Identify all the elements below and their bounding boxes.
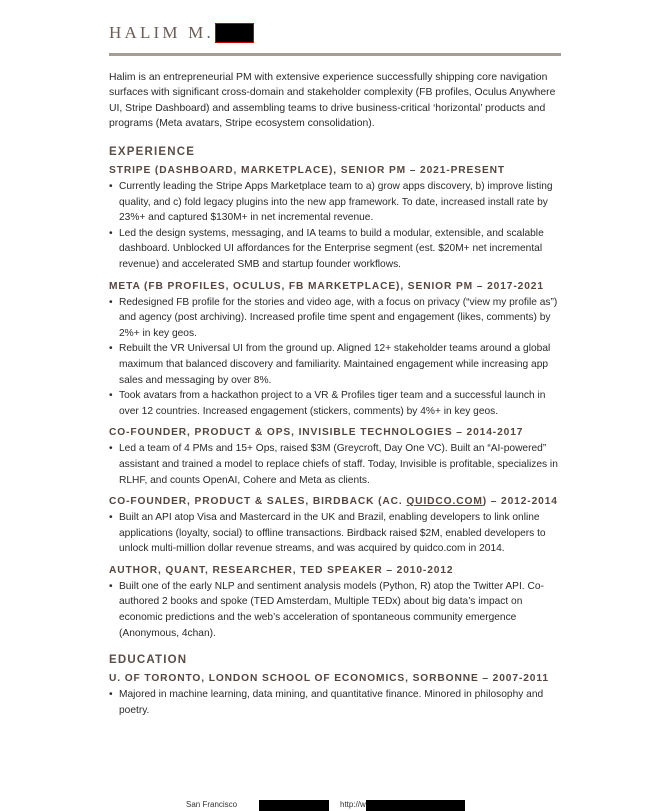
- education-section: [109, 653, 561, 718]
- quidco-link[interactable]: QUIDCO.COM: [406, 496, 483, 508]
- bullet-item: • Majored in machine learning, data mining, and quantitative finance. Minored in philosophy and poetry.: [109, 687, 561, 718]
- bullet-item: • Led the design systems, messaging, and IA teams to build a modular, extensible, and scalable dashboard. Unblocked UI affordances for the Enterprise segment (est. $20M+ net incremental revenue) and accelerated SMB and startup founder workflows.: [109, 226, 561, 273]
- job-bullets: [109, 510, 561, 557]
- bullet-item: • Currently leading the Stripe Apps Marketplace team to a) grow apps discovery, b) improve listing quality, and c) fold legacy plugins into the new app framework. To date, increased install rate by 23%+ and captured $130M+ in net incremental revenue.: [109, 179, 561, 226]
- bullet-item: • Rebuilt the VR Universal UI from the ground up. Aligned 12+ stakeholder teams around a global maximum that balanced discovery and familiarity. Maintained engagement while increasing app sales and messaging by over 8%.: [109, 341, 561, 388]
- experience-section: [109, 145, 561, 641]
- education-entry: [109, 671, 561, 718]
- header-rule: [109, 53, 561, 56]
- job-bullets: [109, 295, 561, 420]
- job-title: STRIPE (DASHBOARD, MARKETPLACE), SENIOR PM – 2021-PRESENT: [109, 165, 506, 176]
- summary: Halim is an entrepreneurial PM with extensive experience successfully shipping core navigation surfaces with significant cross-domain and stakeholder complexity (FB profiles, Oculus Anywhere UI, Stripe Dashboard) and assembling teams to drive business-critical ‘horizontal’ products and programs (Meta avatars, Stripe ecosystem consolidation).: [109, 72, 556, 130]
- job-title: CO-FOUNDER, PRODUCT & OPS, INVISIBLE TECHNOLOGIES – 2014-2017: [109, 427, 524, 439]
- education-heading: EDUCATION: [109, 654, 188, 667]
- job-birdback: [109, 494, 561, 557]
- school-title: U. OF TORONTO, LONDON SCHOOL OF ECONOMICS, SORBONNE – 2007-2011: [109, 673, 549, 685]
- bullet-item: • Built one of the early NLP and sentiment analysis models (Python, R) atop the Twitter API. Co-authored 2 books and spoke (TED Amsterdam, Multiple TEDx) about big data’s impact on economic predictions and the web’s acceleration of spontaneous community emergence (Anonymous, 4chan).: [109, 579, 561, 641]
- header: [109, 22, 253, 44]
- education-bullets: [109, 687, 561, 718]
- footer: [0, 800, 666, 811]
- job-bullets: [109, 579, 561, 641]
- job-title: META (FB PROFILES, OCULUS, FB MARKETPLACE), SENIOR PM – 2017-2021: [109, 280, 544, 292]
- job-author: [109, 563, 561, 641]
- job-title-suffix: ) – 2012-2014: [482, 496, 558, 508]
- job-bullets: [109, 179, 561, 273]
- job-meta: [109, 279, 561, 420]
- footer-redaction: [366, 800, 465, 811]
- job-title: [109, 494, 561, 509]
- footer-location: San Francisco: [186, 800, 238, 809]
- candidate-name: HALIM M.: [109, 23, 214, 42]
- bullet-item: • Led a team of 4 PMs and 15+ Ops, raised $3M (Greycroft, Day One VC). Built an “AI-powered” assistant and trained a model to replace chiefs of staff. Today, Invisible is profitable, specializes in RLHF, and counts OpenAI, Cohere and Meta as clients.: [109, 441, 561, 488]
- bullet-item: • Redesigned FB profile for the stories and video age, with a focus on privacy (“view my profile as”) and agency (post archiving). Increased profile time spent and engagement (likes, comments) by 2%+ in key geos.: [109, 295, 561, 342]
- job-stripe: [109, 163, 561, 273]
- bullet-item: • Built an API atop Visa and Mastercard in the UK and Brazil, enabling developers to link online applications (loyalty, social) to offline transactions. Birdback raised $2M, enabled developers to unlock multi-million dollar revenue streams, and was acquired by quidco.com in 2014.: [109, 510, 561, 557]
- resume-content: [109, 145, 561, 718]
- bullet-item: • Took avatars from a hackathon project to a VR & Profiles tiger team and a successful launch in over 12 countries. Increased engagement (stickers, comments) by 4%+ in key geos.: [109, 388, 561, 419]
- name-redaction: [216, 24, 253, 42]
- footer-redaction: [259, 800, 329, 811]
- job-title: AUTHOR, QUANT, RESEARCHER, TED SPEAKER – 2010-2012: [109, 564, 454, 576]
- experience-heading: EXPERIENCE: [109, 146, 196, 158]
- job-title-prefix: CO-FOUNDER, PRODUCT & SALES, BIRDBACK (AC.: [109, 496, 407, 508]
- job-invisible: [109, 425, 561, 488]
- footer-website[interactable]: http://w: [340, 800, 366, 809]
- job-bullets: [109, 441, 561, 488]
